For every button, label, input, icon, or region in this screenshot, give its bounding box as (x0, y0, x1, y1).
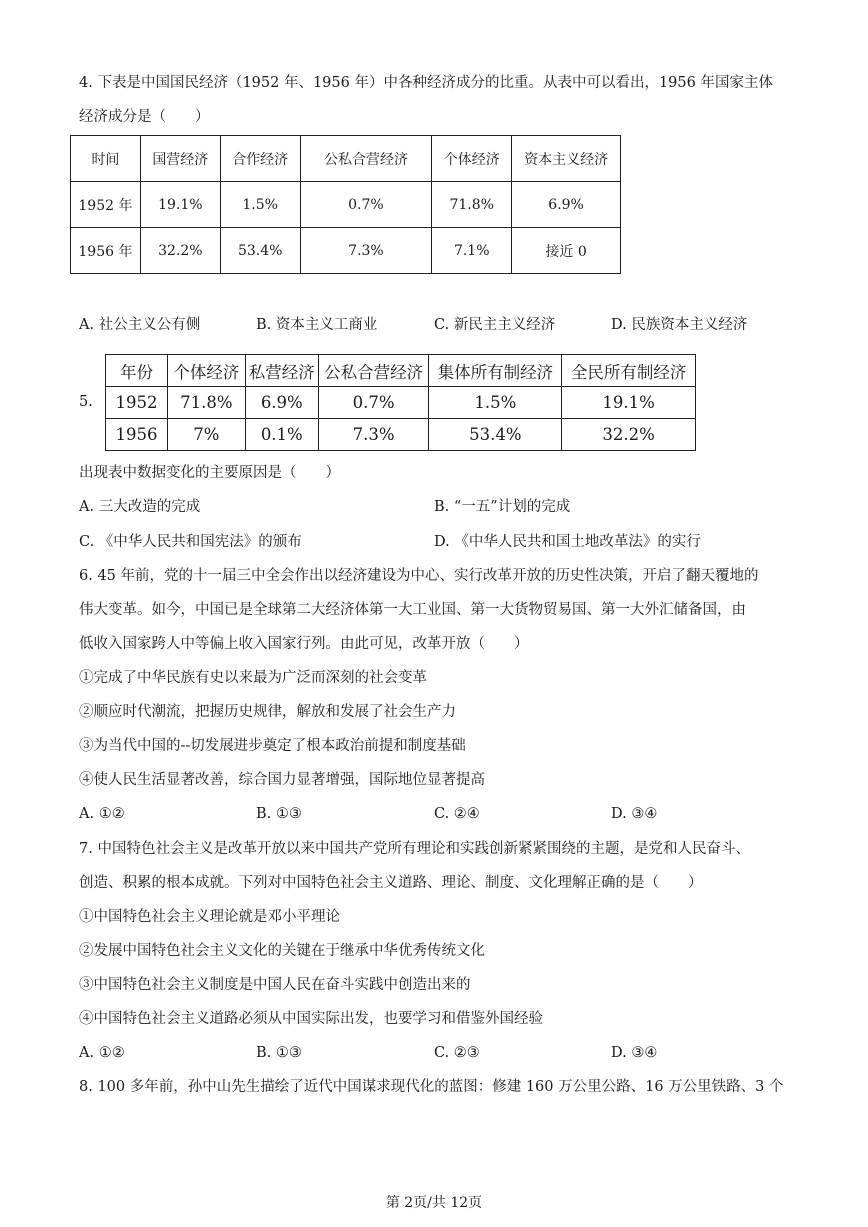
q6-option-d[interactable]: D. ③④ (611, 806, 658, 822)
q5-stem: 出现表中数据变化的主要原因是（ ） (79, 465, 340, 481)
q6-option-b[interactable]: B. ①③ (256, 806, 302, 822)
q5-option-a[interactable]: A. 三大改造的完成 (79, 499, 201, 515)
q7-option-b[interactable]: B. ①③ (256, 1045, 302, 1061)
table-cell: 6.9% (512, 182, 621, 228)
q6-statement: ④使人民生活显著改善，综合国力显著增强，国际地位显著提高 (79, 772, 485, 788)
table-header-cell: 个体经济 (432, 136, 512, 182)
table-cell: 1956 年 (71, 228, 141, 274)
q4-stem-line1: 4. 下表是中国国民经济（1952 年、1956 年）中各种经济成分的比重。从表中可以看出，1956 年国家主体 (79, 75, 773, 91)
table-cell: 7.1% (432, 228, 512, 274)
table-cell: 32.2% (140, 228, 220, 274)
table-header-cell: 公私合营经济 (318, 355, 429, 387)
table-cell: 71.8% (432, 182, 512, 228)
q7-stem-line: 创造、积累的根本成就。下列对中国特色社会主义道路、理论、制度、文化理解正确的是（ ） (79, 875, 703, 891)
table-cell: 7% (167, 419, 245, 451)
table-cell: 53.4% (220, 228, 300, 274)
table-cell: 53.4% (429, 419, 562, 451)
q5-option-b[interactable]: B. “一五”计划的完成 (434, 499, 571, 515)
q6-statement: ①完成了中华民族有史以来最为广泛而深刻的社会变革 (79, 670, 427, 686)
table-cell: 7.3% (318, 419, 429, 451)
q7-statement: ③中国特色社会主义制度是中国人民在奋斗实践中创造出来的 (79, 977, 471, 993)
q7-option-d[interactable]: D. ③④ (611, 1045, 658, 1061)
q7-option-c[interactable]: C. ②③ (434, 1045, 480, 1061)
table-cell: 1952 (106, 387, 168, 419)
table-header-cell: 全民所有制经济 (562, 355, 696, 387)
q4-table (70, 135, 621, 274)
q4-option-c[interactable]: C. 新民主主义经济 (434, 317, 556, 333)
table-cell: 1.5% (429, 387, 562, 419)
table-cell: 0.1% (245, 419, 318, 451)
table-row (106, 419, 696, 451)
table-cell: 1952 年 (71, 182, 141, 228)
q7-option-a[interactable]: A. ①② (79, 1045, 125, 1061)
q7-stem-line: 7. 中国特色社会主义是改革开放以来中国共产党所有理论和实践创新紧紧围绕的主题，是党和人民奋斗、 (79, 841, 750, 857)
q5-option-c[interactable]: C. 《中华人民共和国宪法》的颁布 (79, 534, 302, 550)
table-header-cell: 集体所有制经济 (429, 355, 562, 387)
table-cell: 0.7% (300, 182, 432, 228)
table-header-cell: 公私合营经济 (300, 136, 432, 182)
table-cell: 19.1% (562, 387, 696, 419)
q4-option-b[interactable]: B. 资本主义工商业 (256, 317, 378, 333)
table-header-cell: 年份 (106, 355, 168, 387)
q7-statement: ①中国特色社会主义理论就是邓小平理论 (79, 909, 340, 925)
table-header-cell: 时间 (71, 136, 141, 182)
table-header-cell: 个体经济 (167, 355, 245, 387)
q6-statement: ③为当代中国的--切发展进步奠定了根本政治前提和制度基础 (79, 738, 466, 754)
table-cell: 0.7% (318, 387, 429, 419)
table-cell: 71.8% (167, 387, 245, 419)
q6-stem-line: 6. 45 年前，党的十一届三中全会作出以经济建设为中心、实行改革开放的历史性决策，开启了翻天覆地的 (79, 568, 759, 584)
q4-option-d[interactable]: D. 民族资本主义经济 (611, 317, 748, 333)
table-cell: 接近 0 (512, 228, 621, 274)
q8-stem-line1: 8. 100 多年前，孙中山先生描绘了近代中国谋求现代化的蓝图：修建 160 万公里公路、16 万公里铁路、3 个 (79, 1079, 784, 1095)
table-cell: 1.5% (220, 182, 300, 228)
q6-option-a[interactable]: A. ①② (79, 806, 125, 822)
q6-statement: ②顺应时代潮流，把握历史规律，解放和发展了社会生产力 (79, 704, 456, 720)
table-row (106, 387, 696, 419)
q5-table (105, 354, 696, 451)
table-header-cell: 私营经济 (245, 355, 318, 387)
table-cell: 6.9% (245, 387, 318, 419)
q6-stem-line: 低收入国家跨人中等偏上收入国家行列。由此可见，改革开放（ ） (79, 636, 529, 652)
page-footer: 第 2页/共 12页 (385, 1195, 483, 1211)
q5-option-d[interactable]: D. 《中华人民共和国土地改革法》的实行 (434, 534, 701, 550)
table-cell: 1956 (106, 419, 168, 451)
q6-option-c[interactable]: C. ②④ (434, 806, 480, 822)
table-cell: 7.3% (300, 228, 432, 274)
table-cell: 32.2% (562, 419, 696, 451)
q4-stem-line2: 经济成分是（ ） (79, 109, 210, 125)
table-cell: 19.1% (140, 182, 220, 228)
table-row (71, 182, 621, 228)
q7-statement: ④中国特色社会主义道路必须从中国实际出发，也要学习和借鉴外国经验 (79, 1011, 543, 1027)
table-header-row (71, 136, 621, 182)
table-header-cell: 国营经济 (140, 136, 220, 182)
table-header-cell: 合作经济 (220, 136, 300, 182)
table-row (71, 228, 621, 274)
table-header-cell: 资本主义经济 (512, 136, 621, 182)
q5-number: 5. (79, 394, 93, 410)
q4-option-a[interactable]: A. 社公主义公有侧 (79, 317, 201, 333)
q6-stem-line: 伟大变革。如今，中国已是全球第二大经济体第一大工业国、第一大货物贸易国、第一大外汇储备国，由 (79, 602, 746, 618)
q7-statement: ②发展中国特色社会主义文化的关键在于继承中华优秀传统文化 (79, 943, 485, 959)
table-header-row (106, 355, 696, 387)
